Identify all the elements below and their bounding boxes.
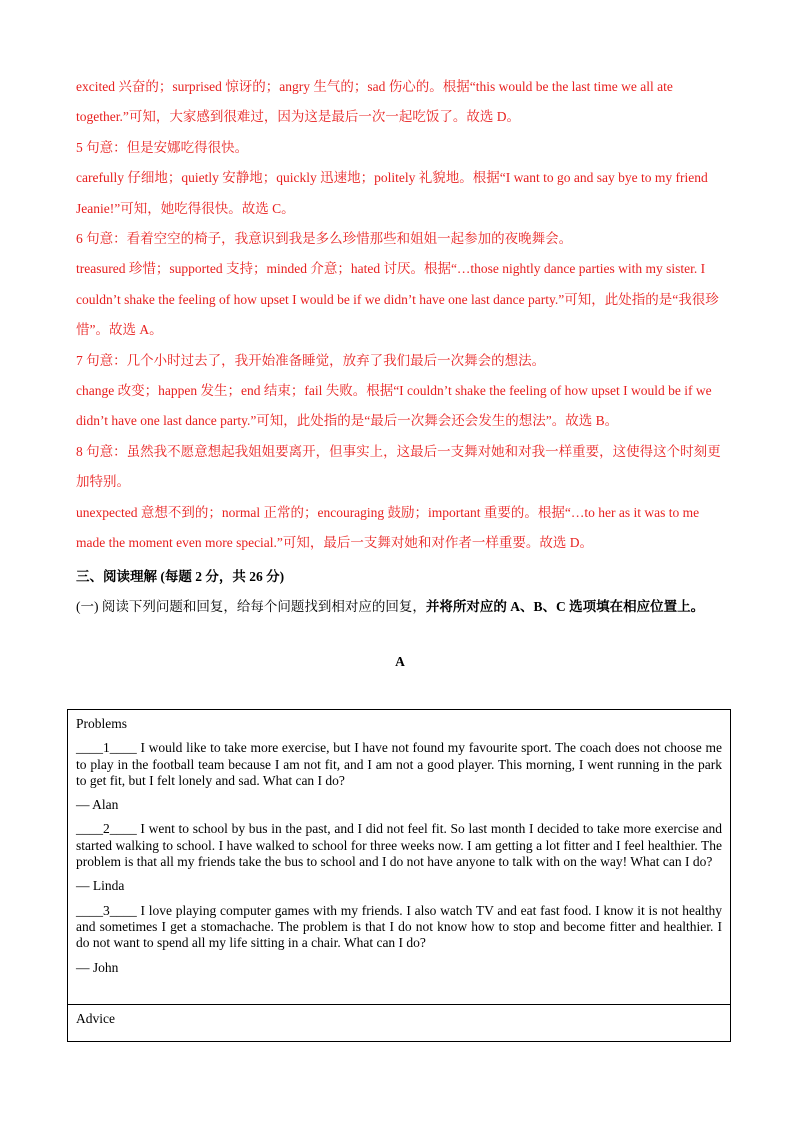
answer-explanations <box>76 72 726 559</box>
explanation-q5-options: carefully 仔细地；quietly 安静地；quickly 迅速地；politely 礼貌地。根据“I want to go and say bye to my friend Jeanie!”可知，她吃得很快。故选 C。 <box>76 170 708 216</box>
problem-1-text: ____1____ I would like to take more exercise, but I have not found my favourite sport. The coach does not choose me to play in the football team because I am not fit, and I am not a good player. This morning, I went running in the park to get fit, but I felt lonely and sad. What can I do? <box>76 740 722 788</box>
problem-3-text: ____3____ I love playing computer games with my friends. I also watch TV and eat fast food. I know it is not healthy and sometimes I get a stomachache. The problem is that I do not know how to stop and become fitter and healthier. I do not want to spend all my life sitting in a chair. What can I do? <box>76 902 722 951</box>
instruction-text: (一) 阅读下列问题和回复，给每个问题找到相对应的回复， <box>76 599 426 614</box>
explanation-q4-options: excited 兴奋的；surprised 惊讶的；angry 生气的；sad 伤心的。根据“this would be the last time we all ate together.”可知，大家感到很难过，因为这是最后一次一起吃饭了。故选 D。 <box>76 79 673 125</box>
problem-2-signature: — Linda <box>76 878 125 894</box>
explanation-q7-options: change 改变；happen 发生；end 结束；fail 失败。根据“I couldn’t shake the feeling of how upset I would be if we didn’t have one last dance party.”可知，此处指的是“最后一次舞会还会发生的想法”。故选 B。 <box>76 383 712 429</box>
explanation-q7-meaning: 7 句意：几个小时过去了，我开始准备睡觉，放弃了我们最后一次舞会的想法。 <box>76 352 546 368</box>
passage-label: A <box>395 654 405 669</box>
problem-3-signature: — John <box>76 959 119 975</box>
problem-1-signature: — Alan <box>76 797 119 813</box>
advice-header: Advice <box>76 1011 115 1026</box>
section-instruction <box>76 592 726 622</box>
explanation-q6-options: treasured 珍惜；supported 支持；minded 介意；hated 讨厌。根据“…those nightly dance parties with my sister. I couldn’t shake the feeling of how upset I would be if we didn’t have one last dance party.”可知，此处指的是“我很珍惜”。故选 A。 <box>76 261 719 338</box>
advice-cell <box>68 1005 730 1041</box>
explanation-q8-options: unexpected 意想不到的；normal 正常的；encouraging 鼓励；important 重要的。根据“…to her as it was to me made the moment even more special.”可知，最后一支舞对她和对作者一样重要。故选 D。 <box>76 504 700 551</box>
problem-2-text: ____2____ I went to school by bus in the past, and I did not feel fit. So last month I decided to take more exercise and started walking to school. I have walked to school for three weeks now. I am getting a lot fitter and I feel healthier. The problem is that all my friends take the bus to school and I do not have anyone to talk with on the way! What can I do? <box>76 821 722 870</box>
explanation-q5-meaning: 5 句意：但是安娜吃得很快。 <box>76 139 249 155</box>
explanation-q8-meaning: 8 句意：虽然我不愿意想起我姐姐要离开，但事实上，这最后一支舞对她和对我一样重要，这使得这个时刻更加特别。 <box>76 443 721 490</box>
problems-header: Problems <box>76 716 128 731</box>
section-heading: 三、阅读理解 (每题 2 分，共 26 分) <box>76 569 285 584</box>
problems-advice-table <box>67 709 731 1042</box>
instruction-bold-text: 并将所对应的 A、B、C 选项填在相应位置上。 <box>425 599 705 614</box>
problems-cell <box>68 710 730 1005</box>
explanation-q6-meaning: 6 句意：看着空空的椅子，我意识到我是多么珍惜那些和姐姐一起参加的夜晚舞会。 <box>76 231 573 247</box>
